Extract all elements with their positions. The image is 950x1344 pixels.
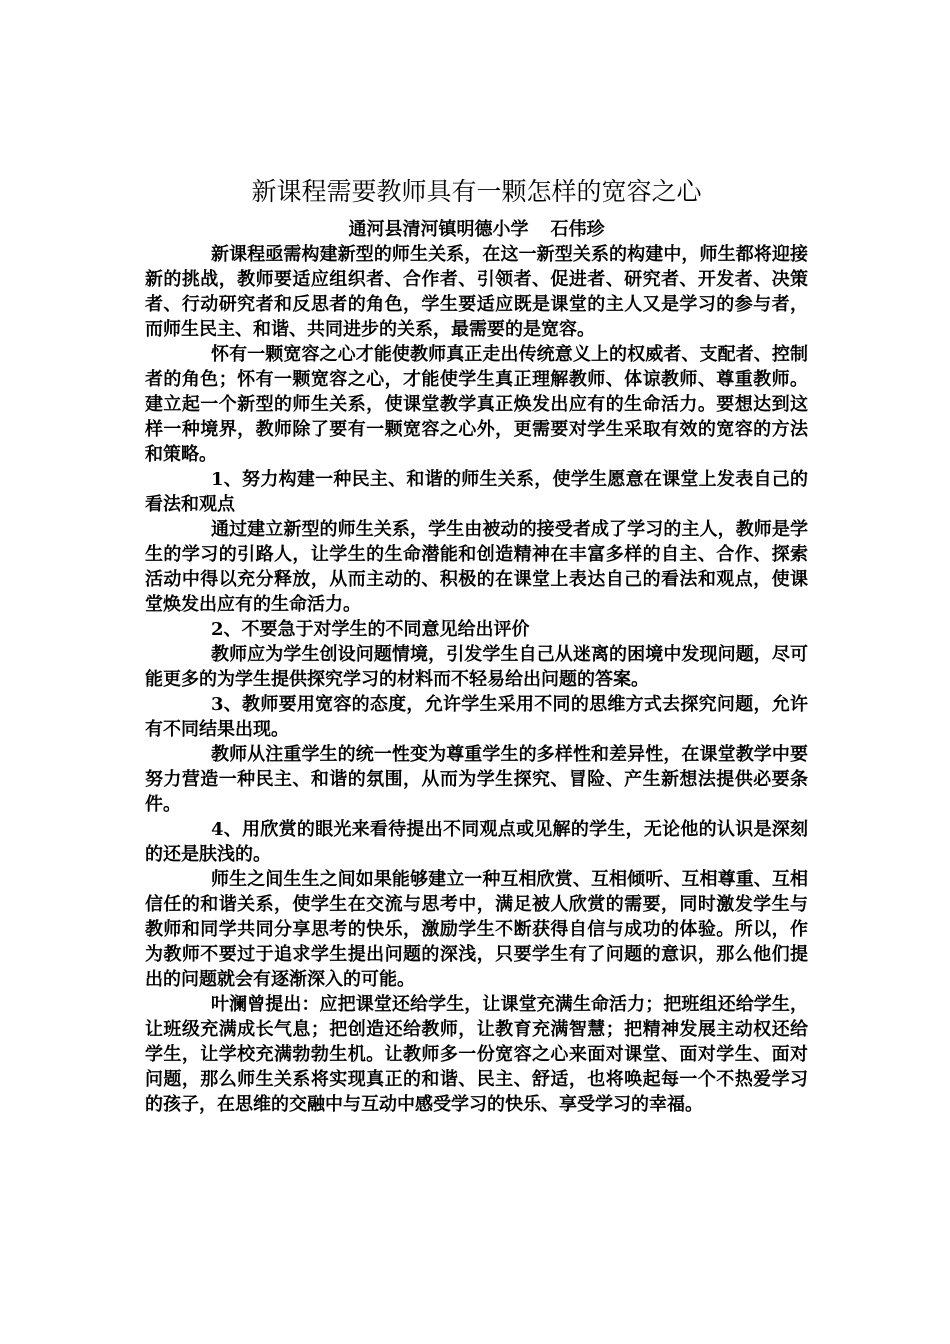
school-name: 通河县清河镇明德小学 <box>348 219 529 240</box>
section-heading-1: 1、努力构建一种民主、和谐的师生关系，使学生愿意在课堂上发表自己的看法和观点 <box>145 469 808 515</box>
section-heading-3: 3、教师要用宽容的态度，允许学生采用不同的思维方式去探究问题，允许有不同结果出现。 <box>145 694 808 740</box>
paragraph: 教师从注重学生的统一性变为尊重学生的多样性和差异性，在课堂教学中要努力营造一种民主、和谐的氛围，从而为学生探究、冒险、产生新想法提供必要条件。 <box>145 744 808 815</box>
paragraph: 师生之间生生之间如果能够建立一种互相欣赏、互相倾听、互相尊重、互相信任的和谐关系，使学生在交流与思考中，满足被人欣赏的需要，同时激发学生与教师和同学共同分享思考的快乐，激励学生不断获得自信与成功的体验。所以，作为教师不要过于追求学生提出问题的深浅，只要学生有了问题的意识，那么他们提出的问题就会有逐渐深入的可能。 <box>145 869 808 990</box>
document-page <box>145 175 808 1117</box>
paragraph: 怀有一颗宽容之心才能使教师真正走出传统意义上的权威者、支配者、控制者的角色；怀有一颗宽容之心，才能使学生真正理解教师、体谅教师、尊重教师。建立起一个新型的师生关系，使课堂教学真正焕发出应有的生命活力。要想达到这样一种境界，教师除了要有一颗宽容之心外，更需要对学生采取有效的宽容的方法和策略。 <box>145 344 808 465</box>
author-name: 石伟珍 <box>550 219 605 240</box>
paragraph: 通过建立新型的师生关系，学生由被动的接受者成了学习的主人，教师是学生的学习的引路人，让学生的生命潜能和创造精神在丰富多样的自主、合作、探索活动中得以充分释放，从而主动的、积极的在课堂上表达自己的看法和观点，使课堂焕发出应有的生命活力。 <box>145 519 808 615</box>
paragraph: 教师应为学生创设问题情境，引发学生自己从迷离的困境中发现问题，尽可能更多的为学生提供探究学习的材料而不轻易给出问题的答案。 <box>145 644 808 690</box>
section-heading-2: 2、不要急于对学生的不同意见给出评价 <box>211 619 530 640</box>
byline <box>145 217 808 242</box>
paragraph: 新课程亟需构建新型的师生关系，在这一新型关系的构建中，师生都将迎接新的挑战，教师要适应组织者、合作者、引领者、促进者、研究者、开发者、决策者、行动研究者和反思者的角色，学生要适应既是课堂的主人又是学习的参与者，而师生民主、和谐、共同进步的关系，最需要的是宽容。 <box>145 244 808 340</box>
paragraph: 叶澜曾提出：应把课堂还给学生，让课堂充满生命活力；把班组还给学生，让班级充满成长气息；把创造还给教师，让教育充满智慧；把精神发展主动权还给学生，让学校充满勃勃生机。让教师多一份宽容之心来面对课堂、面对学生、面对问题，那么师生关系将实现真正的和谐、民主、舒适，也将唤起每一个不热爱学习的孩子，在思维的交融中与互动中感受学习的快乐、享受学习的幸福。 <box>145 994 808 1115</box>
document-title: 新课程需要教师具有一颗怎样的宽容之心 <box>251 177 702 206</box>
section-heading-4: 4、用欣赏的眼光来看待提出不同观点或见解的学生，无论他的认识是深刻的还是肤浅的。 <box>145 819 808 865</box>
